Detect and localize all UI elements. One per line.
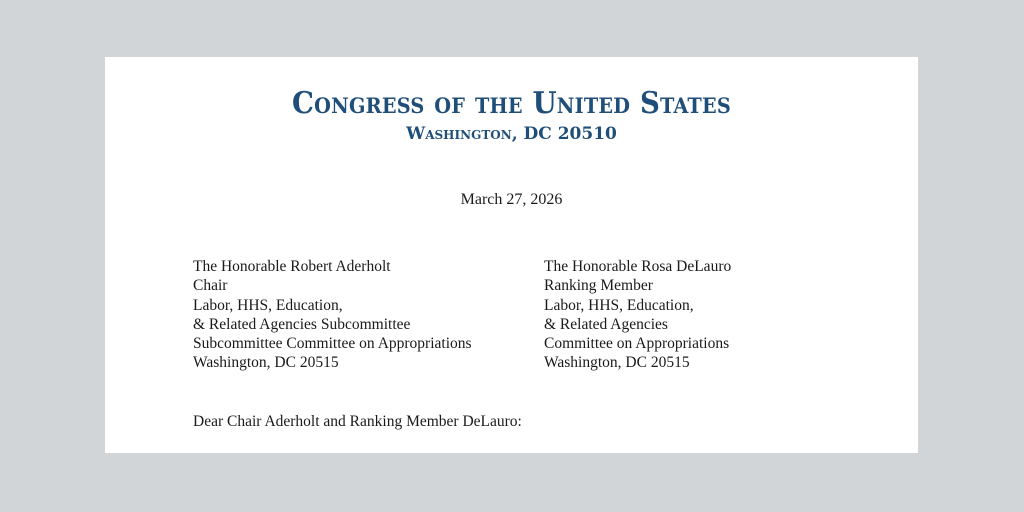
address-line: & Related Agencies xyxy=(544,315,668,333)
address-line: Washington, DC 20515 xyxy=(193,354,339,372)
letterhead-subtitle: Washington, DC 20510 xyxy=(406,124,617,144)
address-line: Labor, HHS, Education, xyxy=(193,296,343,314)
letter-page xyxy=(105,57,918,453)
address-line: The Honorable Rosa DeLauro xyxy=(544,258,732,275)
letter-date: March 27, 2026 xyxy=(460,191,563,208)
letterhead-title: Congress of the United States xyxy=(292,86,731,121)
address-line: Subcommittee Committee on Appropriations xyxy=(193,335,472,353)
address-line: Washington, DC 20515 xyxy=(544,354,690,372)
letterhead xyxy=(105,57,918,144)
address-line: Chair xyxy=(193,277,228,295)
address-line: Labor, HHS, Education, xyxy=(544,296,694,314)
recipient-block-aderholt xyxy=(193,257,472,373)
address-line: & Related Agencies Subcommittee xyxy=(193,315,411,333)
address-line: The Honorable Robert Aderholt xyxy=(193,258,391,275)
address-line: Committee on Appropriations xyxy=(544,335,730,353)
address-line: Ranking Member xyxy=(544,277,653,295)
letter-salutation: Dear Chair Aderholt and Ranking Member DeLauro: xyxy=(193,413,522,430)
recipient-block-delauro xyxy=(544,257,731,373)
